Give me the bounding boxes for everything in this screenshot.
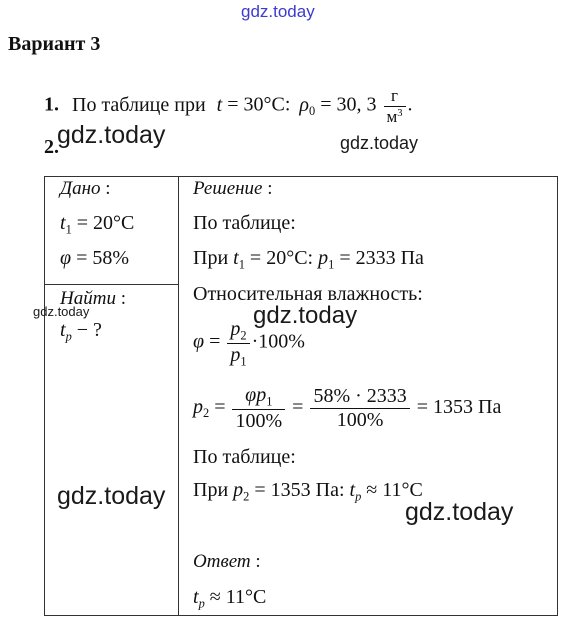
watermark-top: gdz.today xyxy=(241,2,315,21)
problem-1-text: По таблице при xyxy=(72,93,206,116)
unit-denominator: $м^3$ xyxy=(386,106,403,126)
watermark-7: gdz.today xyxy=(405,498,514,526)
watermark-2: gdz.today xyxy=(57,121,166,149)
watermark-5: gdz.today xyxy=(253,302,358,329)
watermark-4: gdz.today xyxy=(33,304,90,319)
problem-1-rho: ρ xyxy=(299,93,310,116)
problem-1-dot: . xyxy=(407,93,413,116)
answer-value: $t_р \approx 11^\circ С$ xyxy=(193,586,267,611)
answer-title: Ответ : xyxy=(193,551,261,572)
problem-1-rho-eq: = 30, 3 xyxy=(315,93,377,116)
problem-1-t: t xyxy=(216,93,223,116)
table-divider-horizontal xyxy=(44,284,179,285)
given-temperature: $t_1 = 20^\circ С$ xyxy=(60,212,135,237)
formula-1-fraction: $\frac{p_2}{p_1}$ xyxy=(227,318,249,368)
given-title: Дано : xyxy=(60,178,111,199)
problem-1-rho-sub: 0 xyxy=(309,103,316,118)
find-title: Найти : xyxy=(60,288,126,309)
unit-numerator: г xyxy=(384,86,406,107)
problem-1-eq: = 30°С: xyxy=(222,93,291,116)
problem-1-number: 1. xyxy=(44,93,59,116)
solution-line-2: При $t_1 = 20^\circ С$: $p_1 = 2333$ Па xyxy=(193,247,424,272)
table-divider-vertical xyxy=(178,176,179,616)
variant-heading: Вариант 3 xyxy=(8,33,101,55)
formula-2-fraction-b: $\frac{58\% \cdot 2333}{100\%}$ xyxy=(310,385,409,432)
solution-line-4: По таблице: xyxy=(193,446,296,468)
solution-line-1: По таблице: xyxy=(193,212,296,234)
watermark-3: gdz.today xyxy=(340,133,419,153)
solution-title: Решение : xyxy=(193,178,273,199)
solution-line-3: Относительная влажность: xyxy=(193,283,423,305)
watermark-6: gdz.today xyxy=(57,482,166,510)
formula-2-fraction-a: $\frac{\varphi p_1}{100\%}$ xyxy=(232,384,285,433)
problem-2-number: 2. xyxy=(44,136,59,158)
formula-pressure: $p_2$ = $\frac{\varphi p_1}{100\%}$ = $\frac{58\% \cdot 2333}{100\%}$ = 1353 Па xyxy=(193,384,502,432)
given-humidity: φ = 58% xyxy=(60,247,130,269)
find-dew-point: $t_р$ − ? xyxy=(60,319,102,344)
solution-line-5: При $p_2 = 1353$ Па: $t_р \approx 11^\circ С$ xyxy=(193,479,423,504)
formula-humidity: φ = $\frac{p_2}{p_1}$ ·100% xyxy=(193,318,305,368)
problem-1-unit xyxy=(384,86,406,126)
